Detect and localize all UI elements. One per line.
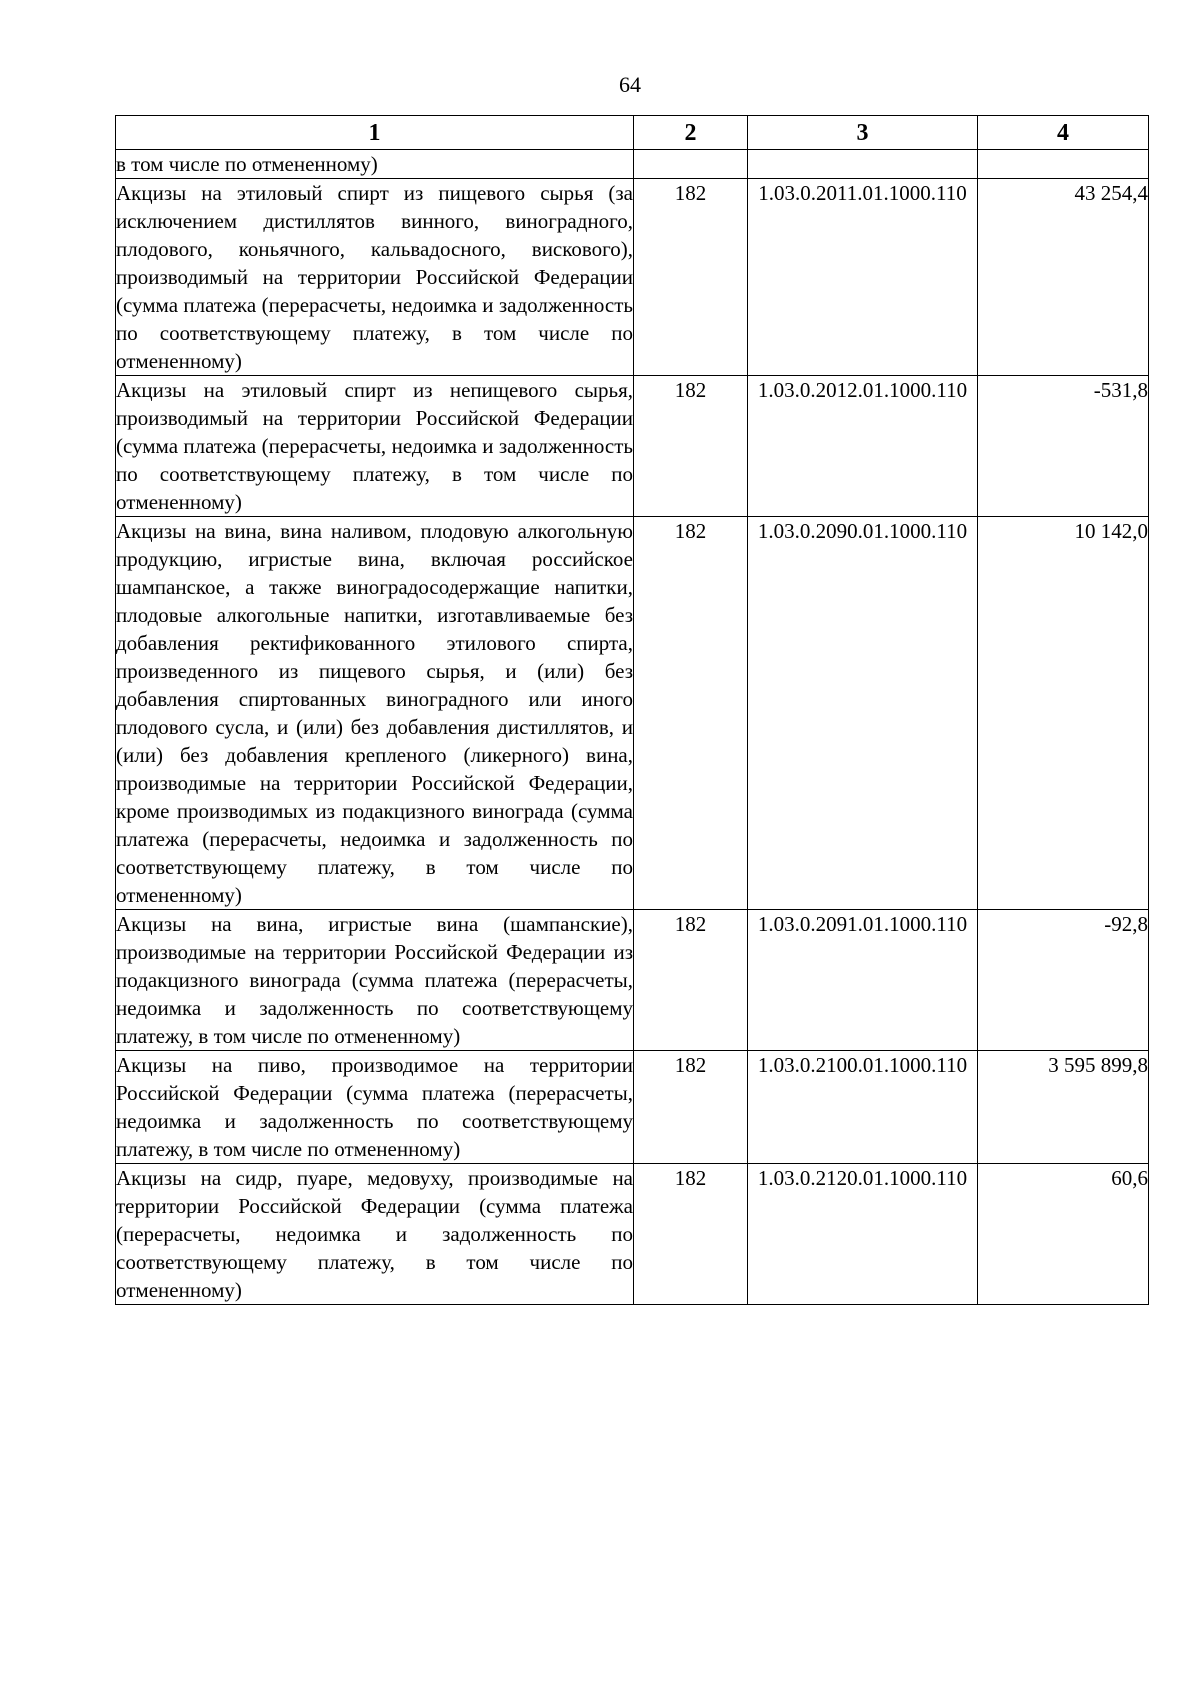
- row-description: Акцизы на вина, игристые вина (шампанские), производимые на территории Российской Федерации из подакцизного винограда (сумма платежа (перерасчеты, недоимка и задолженность по соответствующему платежу, в том числе по отмененному): [116, 910, 634, 1051]
- row-amount: -92,8: [978, 910, 1149, 1051]
- row-description: Акцизы на вина, вина наливом, плодовую алкогольную продукцию, игристые вина, включая российское шампанское, а также виноградосодержащие напитки, плодовые алкогольные напитки, изготавливаемые без добавления ректификованного этилового спирта, произведенного из пищевого сырья, и (или) без добавления спиртованных виноградного или иного плодового сусла, и (или) без добавления дистиллятов, и (или) без добавления крепленого (ликерного) вина, производимые на территории Российской Федерации, кроме производимых из подакцизного винограда (сумма платежа (перерасчеты, недоимка и задолженность по соответствующему платежу, в том числе по отмененному): [116, 517, 634, 910]
- column-header-admin-code: 2: [634, 116, 748, 150]
- table-row: [116, 150, 1149, 179]
- row-description: Акцизы на сидр, пуаре, медовуху, производимые на территории Российской Федерации (сумма платежа (перерасчеты, недоимка и задолженность по соответствующему платежу, в том числе по отмененному): [116, 1164, 634, 1305]
- table-header-row: [116, 116, 1149, 150]
- table-row: [116, 376, 1149, 517]
- row-description: в том числе по отмененному): [116, 150, 634, 179]
- row-kbk-code: 1.03.0.2012.01.1000.110: [748, 376, 978, 517]
- row-description: Акцизы на этиловый спирт из пищевого сырья (за исключением дистиллятов винного, виноградного, плодового, коньячного, кальвадосного, вискового), производимый на территории Российской Федерации (сумма платежа (перерасчеты, недоимка и задолженность по соответствующему платежу, в том числе по отмененному): [116, 179, 634, 376]
- row-description: Акцизы на этиловый спирт из непищевого сырья, производимый на территории Российской Федерации (сумма платежа (перерасчеты, недоимка и задолженность по соответствующему платежу, в том числе по отмененному): [116, 376, 634, 517]
- table-row: [116, 910, 1149, 1051]
- row-admin-code: 182: [634, 1164, 748, 1305]
- table-row: [116, 179, 1149, 376]
- row-kbk-code: 1.03.0.2120.01.1000.110: [748, 1164, 978, 1305]
- row-admin-code: 182: [634, 179, 748, 376]
- column-header-amount: 4: [978, 116, 1149, 150]
- row-amount: 10 142,0: [978, 517, 1149, 910]
- row-admin-code: 182: [634, 517, 748, 910]
- column-header-description: 1: [116, 116, 634, 150]
- row-kbk-code: 1.03.0.2090.01.1000.110: [748, 517, 978, 910]
- row-description: Акцизы на пиво, производимое на территории Российской Федерации (сумма платежа (перерасчеты, недоимка и задолженность по соответствующему платежу, в том числе по отмененному): [116, 1051, 634, 1164]
- row-kbk-code: 1.03.0.2100.01.1000.110: [748, 1051, 978, 1164]
- page-number: 64: [619, 72, 641, 97]
- row-amount: 60,6: [978, 1164, 1149, 1305]
- column-header-kbk: 3: [748, 116, 978, 150]
- row-kbk-code: [748, 150, 978, 179]
- budget-revenue-table: [115, 115, 1149, 1305]
- row-amount: [978, 150, 1149, 179]
- row-amount: -531,8: [978, 376, 1149, 517]
- row-admin-code: 182: [634, 1051, 748, 1164]
- table-row: [116, 517, 1149, 910]
- row-admin-code: 182: [634, 910, 748, 1051]
- row-admin-code: [634, 150, 748, 179]
- row-kbk-code: 1.03.0.2091.01.1000.110: [748, 910, 978, 1051]
- table-row: [116, 1051, 1149, 1164]
- table-row: [116, 1164, 1149, 1305]
- row-amount: 3 595 899,8: [978, 1051, 1149, 1164]
- row-admin-code: 182: [634, 376, 748, 517]
- row-kbk-code: 1.03.0.2011.01.1000.110: [748, 179, 978, 376]
- row-amount: 43 254,4: [978, 179, 1149, 376]
